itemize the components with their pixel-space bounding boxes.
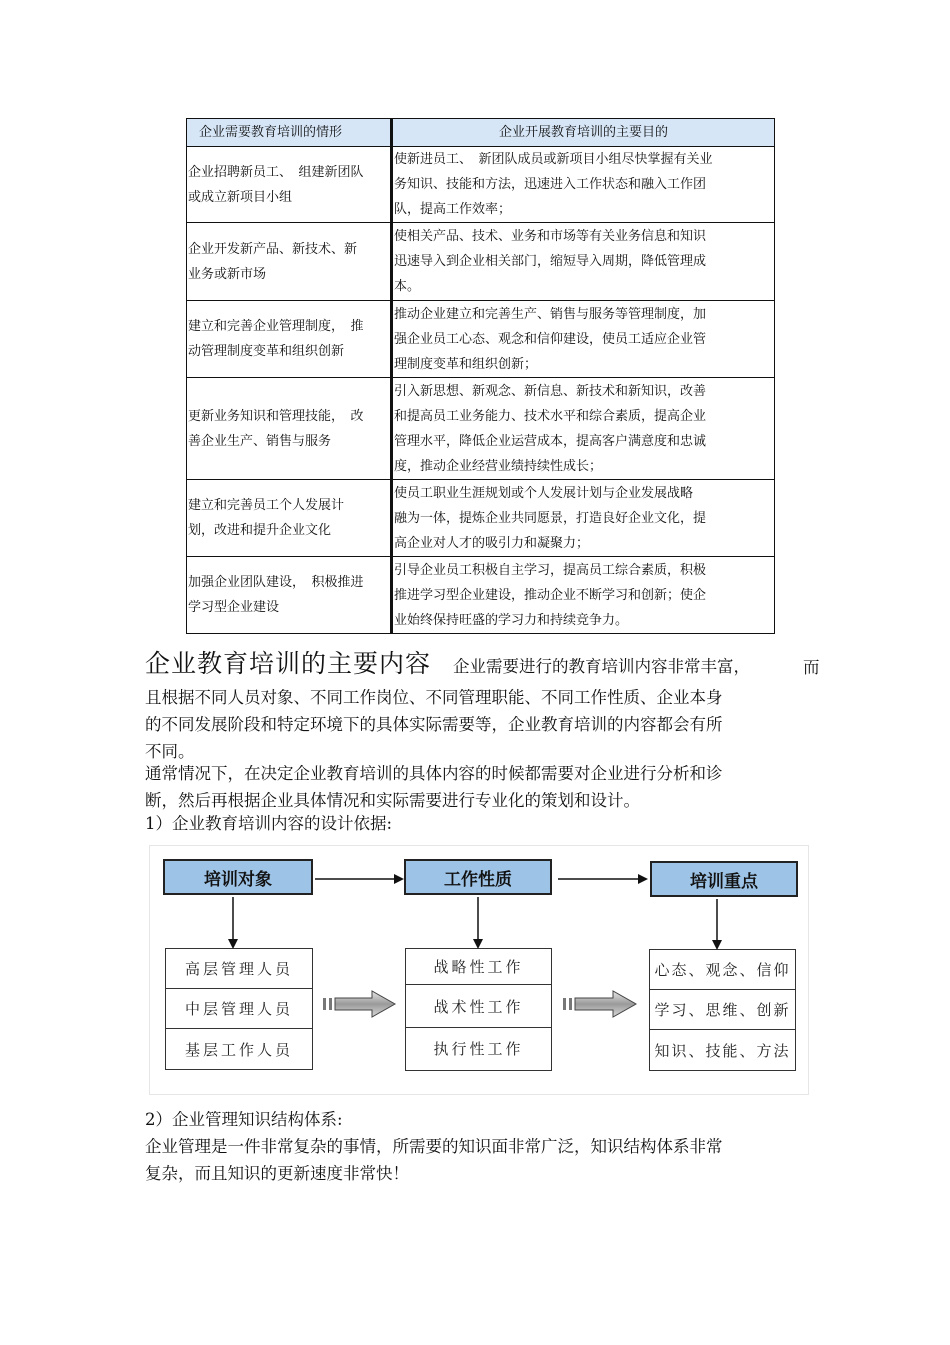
paragraph-2	[145, 760, 723, 814]
purpose-cell	[392, 301, 775, 378]
text-line: 且根据不同人员对象、不同工作岗位、不同管理职能、不同工作性质、企业本身	[145, 688, 723, 707]
purpose-cell	[392, 557, 775, 634]
cell-line: 度，推动企业经营业绩持续性成长；	[394, 458, 603, 474]
section-heading-line	[145, 644, 750, 680]
list-item: 中层管理人员	[166, 989, 312, 1029]
item-2-label: 2）企业管理知识结构体系:	[145, 1110, 343, 1129]
cell-line: 融为一体，提炼企业共同愿景，打造良好企业文化，提	[394, 510, 707, 526]
cell-line: 本。	[394, 279, 421, 294]
cell-line: 使员工职业生涯规划或个人发展计划与企业发展战略	[394, 485, 694, 501]
table-row	[187, 301, 775, 378]
cell-line: 高企业对人才的吸引力和凝聚力；	[394, 535, 590, 551]
cell-line: 善企业生产、销售与服务	[188, 433, 332, 449]
section-heading: 企业教育培训的主要内容	[145, 649, 432, 678]
text-line: 通常情况下，在决定企业教育培训的具体内容的时候都需要对企业进行分析和诊	[145, 764, 723, 783]
cell-line: 和提高员工业务能力、技术水平和综合素质，提高企业	[394, 408, 707, 424]
cell-line: 更新业务知识和管理技能， 改	[188, 408, 364, 424]
list-item: 知识、技能、方法	[654, 1041, 791, 1060]
block-arrow-right	[563, 991, 636, 1017]
cell-line: 企业开发新产品、新技术、新	[188, 241, 358, 257]
cell-line: 理制度变革和组织创新；	[394, 356, 538, 372]
purpose-cell	[392, 378, 775, 480]
cell-line: 使新进员工、 新团队成员或新项目小组尽快掌握有关业	[394, 152, 713, 167]
cell-line: 企业招聘新员工、 组建新团队	[188, 164, 364, 180]
situation-cell	[187, 480, 392, 557]
cell-line: 建立和完善员工个人发展计	[188, 498, 345, 513]
text-line: 企业管理是一件非常复杂的事情，所需要的知识面非常广泛，知识结构体系非常	[145, 1137, 723, 1156]
header-box-training-target: 培训对象	[163, 859, 313, 895]
diagram-arrows	[150, 846, 808, 1094]
cell-line: 强企业员工心态、观念和信仰建设，使员工适应企业管	[394, 331, 707, 347]
table-row	[187, 147, 775, 223]
situation-cell	[187, 378, 392, 480]
table-row	[187, 480, 775, 557]
list-item: 高层管理人员	[166, 949, 312, 989]
cell-line: 队，提高工作效率；	[394, 202, 512, 217]
cell-line: 业始终保持旺盛的学习力和持续竞争力。	[394, 612, 629, 628]
cell-line: 业务或新市场	[188, 266, 267, 282]
header-box-training-focus: 培训重点	[650, 861, 798, 897]
situation-cell	[187, 301, 392, 378]
cell-line: 学习型企业建设	[188, 600, 280, 615]
list-item: 基层工作人员	[184, 1040, 293, 1059]
cell-line: 使相关产品、技术、业务和市场等有关业务信息和知识	[394, 229, 707, 244]
situation-cell	[187, 147, 392, 223]
training-design-diagram	[150, 846, 808, 1094]
heading-tail-text: 企业需要进行的教育培训内容非常丰富，	[453, 657, 751, 676]
cell-line: 引入新思想、新观念、新信息、新技术和新知识，改善	[394, 383, 707, 399]
purpose-cell	[392, 480, 775, 557]
cell-line: 划，改进和提升企业文化	[188, 523, 332, 538]
cell-line: 加强企业团队建设， 积极推进	[188, 575, 364, 590]
text-line: 不同。	[145, 742, 195, 761]
list-item: 学习、思维、创新	[650, 990, 795, 1030]
paragraph-3	[145, 1133, 723, 1187]
text-line: 断，然后再根据企业具体情况和实际需要进行专业化的策划和设计。	[145, 791, 640, 810]
list-item: 执行性工作	[433, 1040, 524, 1058]
heading-end-text: 而	[803, 658, 820, 677]
list-item: 战略性工作	[406, 949, 551, 985]
cell-line: 迅速导入到企业相关部门，缩短导入周期，降低管理成	[394, 254, 707, 269]
table-header-row	[187, 119, 775, 147]
purpose-cell	[392, 147, 775, 223]
text-line: 的不同发展阶段和特定环境下的具体实际需要等，企业教育培训的内容都会有所	[145, 715, 723, 734]
table-header-purpose: 企业开展教育培训的主要目的	[392, 119, 775, 147]
paragraph-1	[145, 684, 723, 765]
table-row	[187, 557, 775, 634]
header-box-work-nature: 工作性质	[404, 859, 552, 895]
cell-line: 务知识、技能和方法，迅速进入工作状态和融入工作团	[394, 177, 707, 192]
list-item: 心态、观念、信仰	[650, 950, 795, 990]
purpose-cell	[392, 223, 775, 301]
text-line: 复杂，而且知识的更新速度非常快！	[145, 1164, 409, 1183]
cell-line: 推进学习型企业建设，推动企业不断学习和创新；使企	[394, 587, 707, 603]
training-situations-table	[186, 118, 775, 634]
item-1-label: 1）企业教育培训内容的设计依据:	[145, 814, 393, 833]
cell-line: 或成立新项目小组	[188, 189, 293, 205]
situation-cell	[187, 223, 392, 301]
table-row	[187, 223, 775, 301]
table-row	[187, 378, 775, 480]
cell-line: 动管理制度变革和组织创新	[188, 344, 345, 359]
cell-line: 建立和完善企业管理制度， 推	[188, 319, 364, 334]
cell-line: 管理水平，降低企业运营成本，提高客户满意度和忠诚	[394, 433, 707, 449]
cell-line: 引导企业员工积极自主学习，提高员工综合素质，积极	[394, 562, 707, 578]
block-arrow-left	[323, 991, 395, 1017]
list-item: 战术性工作	[406, 985, 551, 1028]
table-header-situation: 企业需要教育培训的情形	[187, 119, 392, 147]
cell-line: 推动企业建立和完善生产、销售与服务等管理制度，加	[394, 306, 707, 322]
situation-cell	[187, 557, 392, 634]
